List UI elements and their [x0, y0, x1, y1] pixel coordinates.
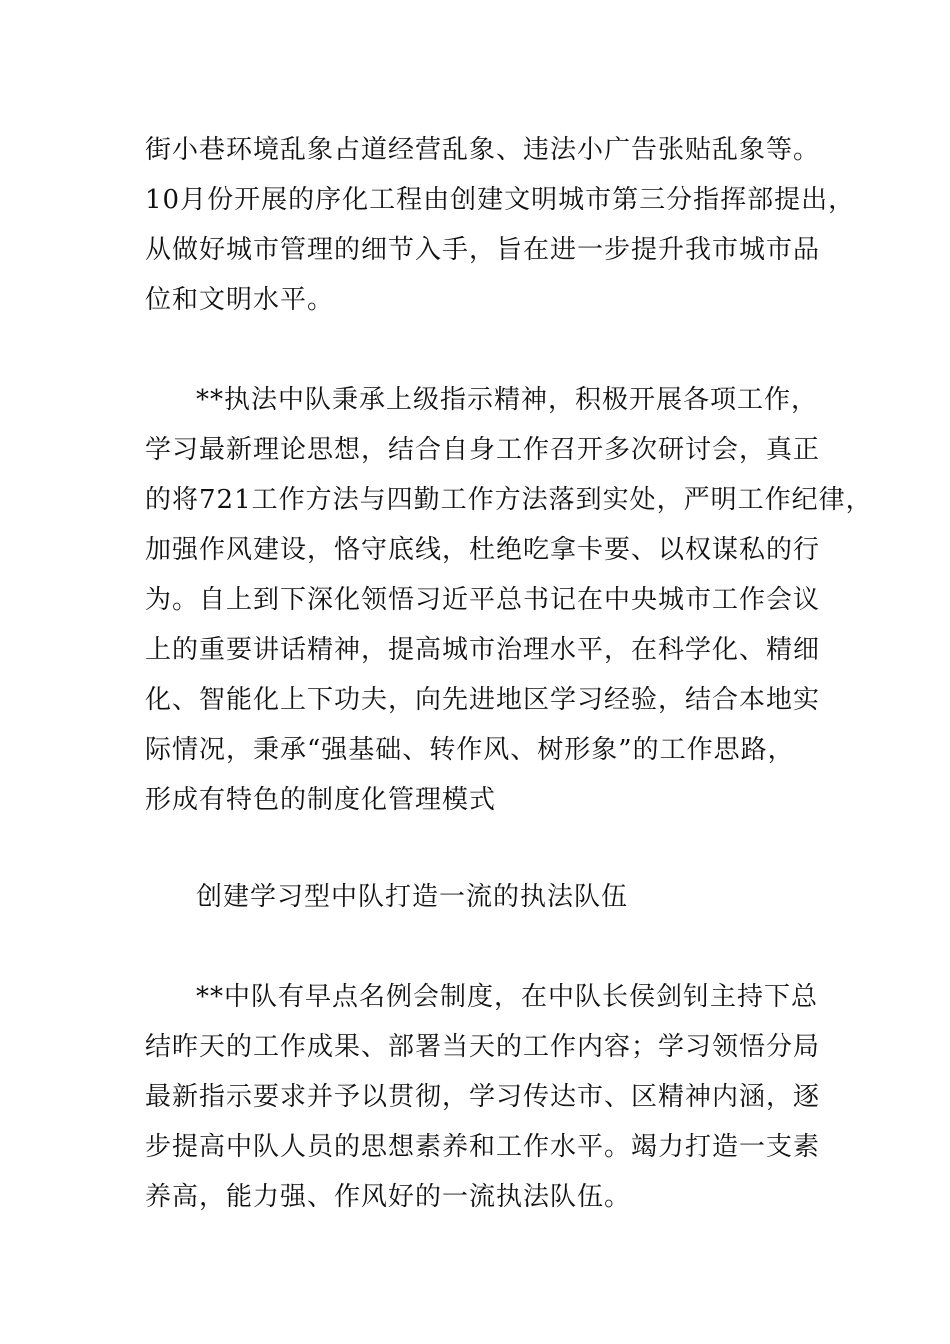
text-line: 学习最新理论思想，结合自身工作召开多次研讨会，真正 — [145, 435, 821, 465]
text-line: 的将721工作方法与四勤工作方法落到实处，严明工作纪律， — [145, 485, 873, 515]
text-line: 位和文明水平。 — [145, 285, 335, 315]
heading-text: 创建学习型中队打造一流的执法队伍 — [196, 882, 629, 912]
text-line: 形成有特色的制度化管理模式 — [145, 785, 497, 815]
text-line: 上的重要讲话精神，提高城市治理水平，在科学化、精细 — [145, 635, 821, 665]
text-line: 街小巷环境乱象占道经营乱象、违法小广告张贴乱象等。 — [145, 135, 821, 165]
text-line: **执法中队秉承上级指示精神，积极开展各项工作， — [196, 385, 819, 415]
text-line: 养高，能力强、作风好的一流执法队伍。 — [145, 1182, 632, 1212]
text-line: 10月份开展的序化工程由创建文明城市第三分指挥部提出， — [145, 185, 856, 215]
text-line: 最新指示要求并予以贯彻，学习传达市、区精神内涵，逐 — [145, 1082, 821, 1112]
text-line: 化、智能化上下功夫，向先进地区学习经验，结合本地实 — [145, 685, 821, 715]
text-line: **中队有早点名例会制度，在中队长侯剑钊主持下总 — [196, 982, 819, 1012]
text-line: 步提高中队人员的思想素养和工作水平。竭力打造一支素 — [145, 1132, 821, 1162]
text-line: 加强作风建设，恪守底线，杜绝吃拿卡要、以权谋私的行 — [145, 535, 821, 565]
text-line: 结昨天的工作成果、部署当天的工作内容；学习领悟分局 — [145, 1032, 821, 1062]
text-line: 际情况，秉承“强基础、转作风、树形象”的工作思路， — [145, 735, 795, 765]
text-line: 为。自上到下深化领悟习近平总书记在中央城市工作会议 — [145, 585, 821, 615]
text-line: 从做好城市管理的细节入手，旨在进一步提升我市城市品 — [145, 235, 821, 265]
